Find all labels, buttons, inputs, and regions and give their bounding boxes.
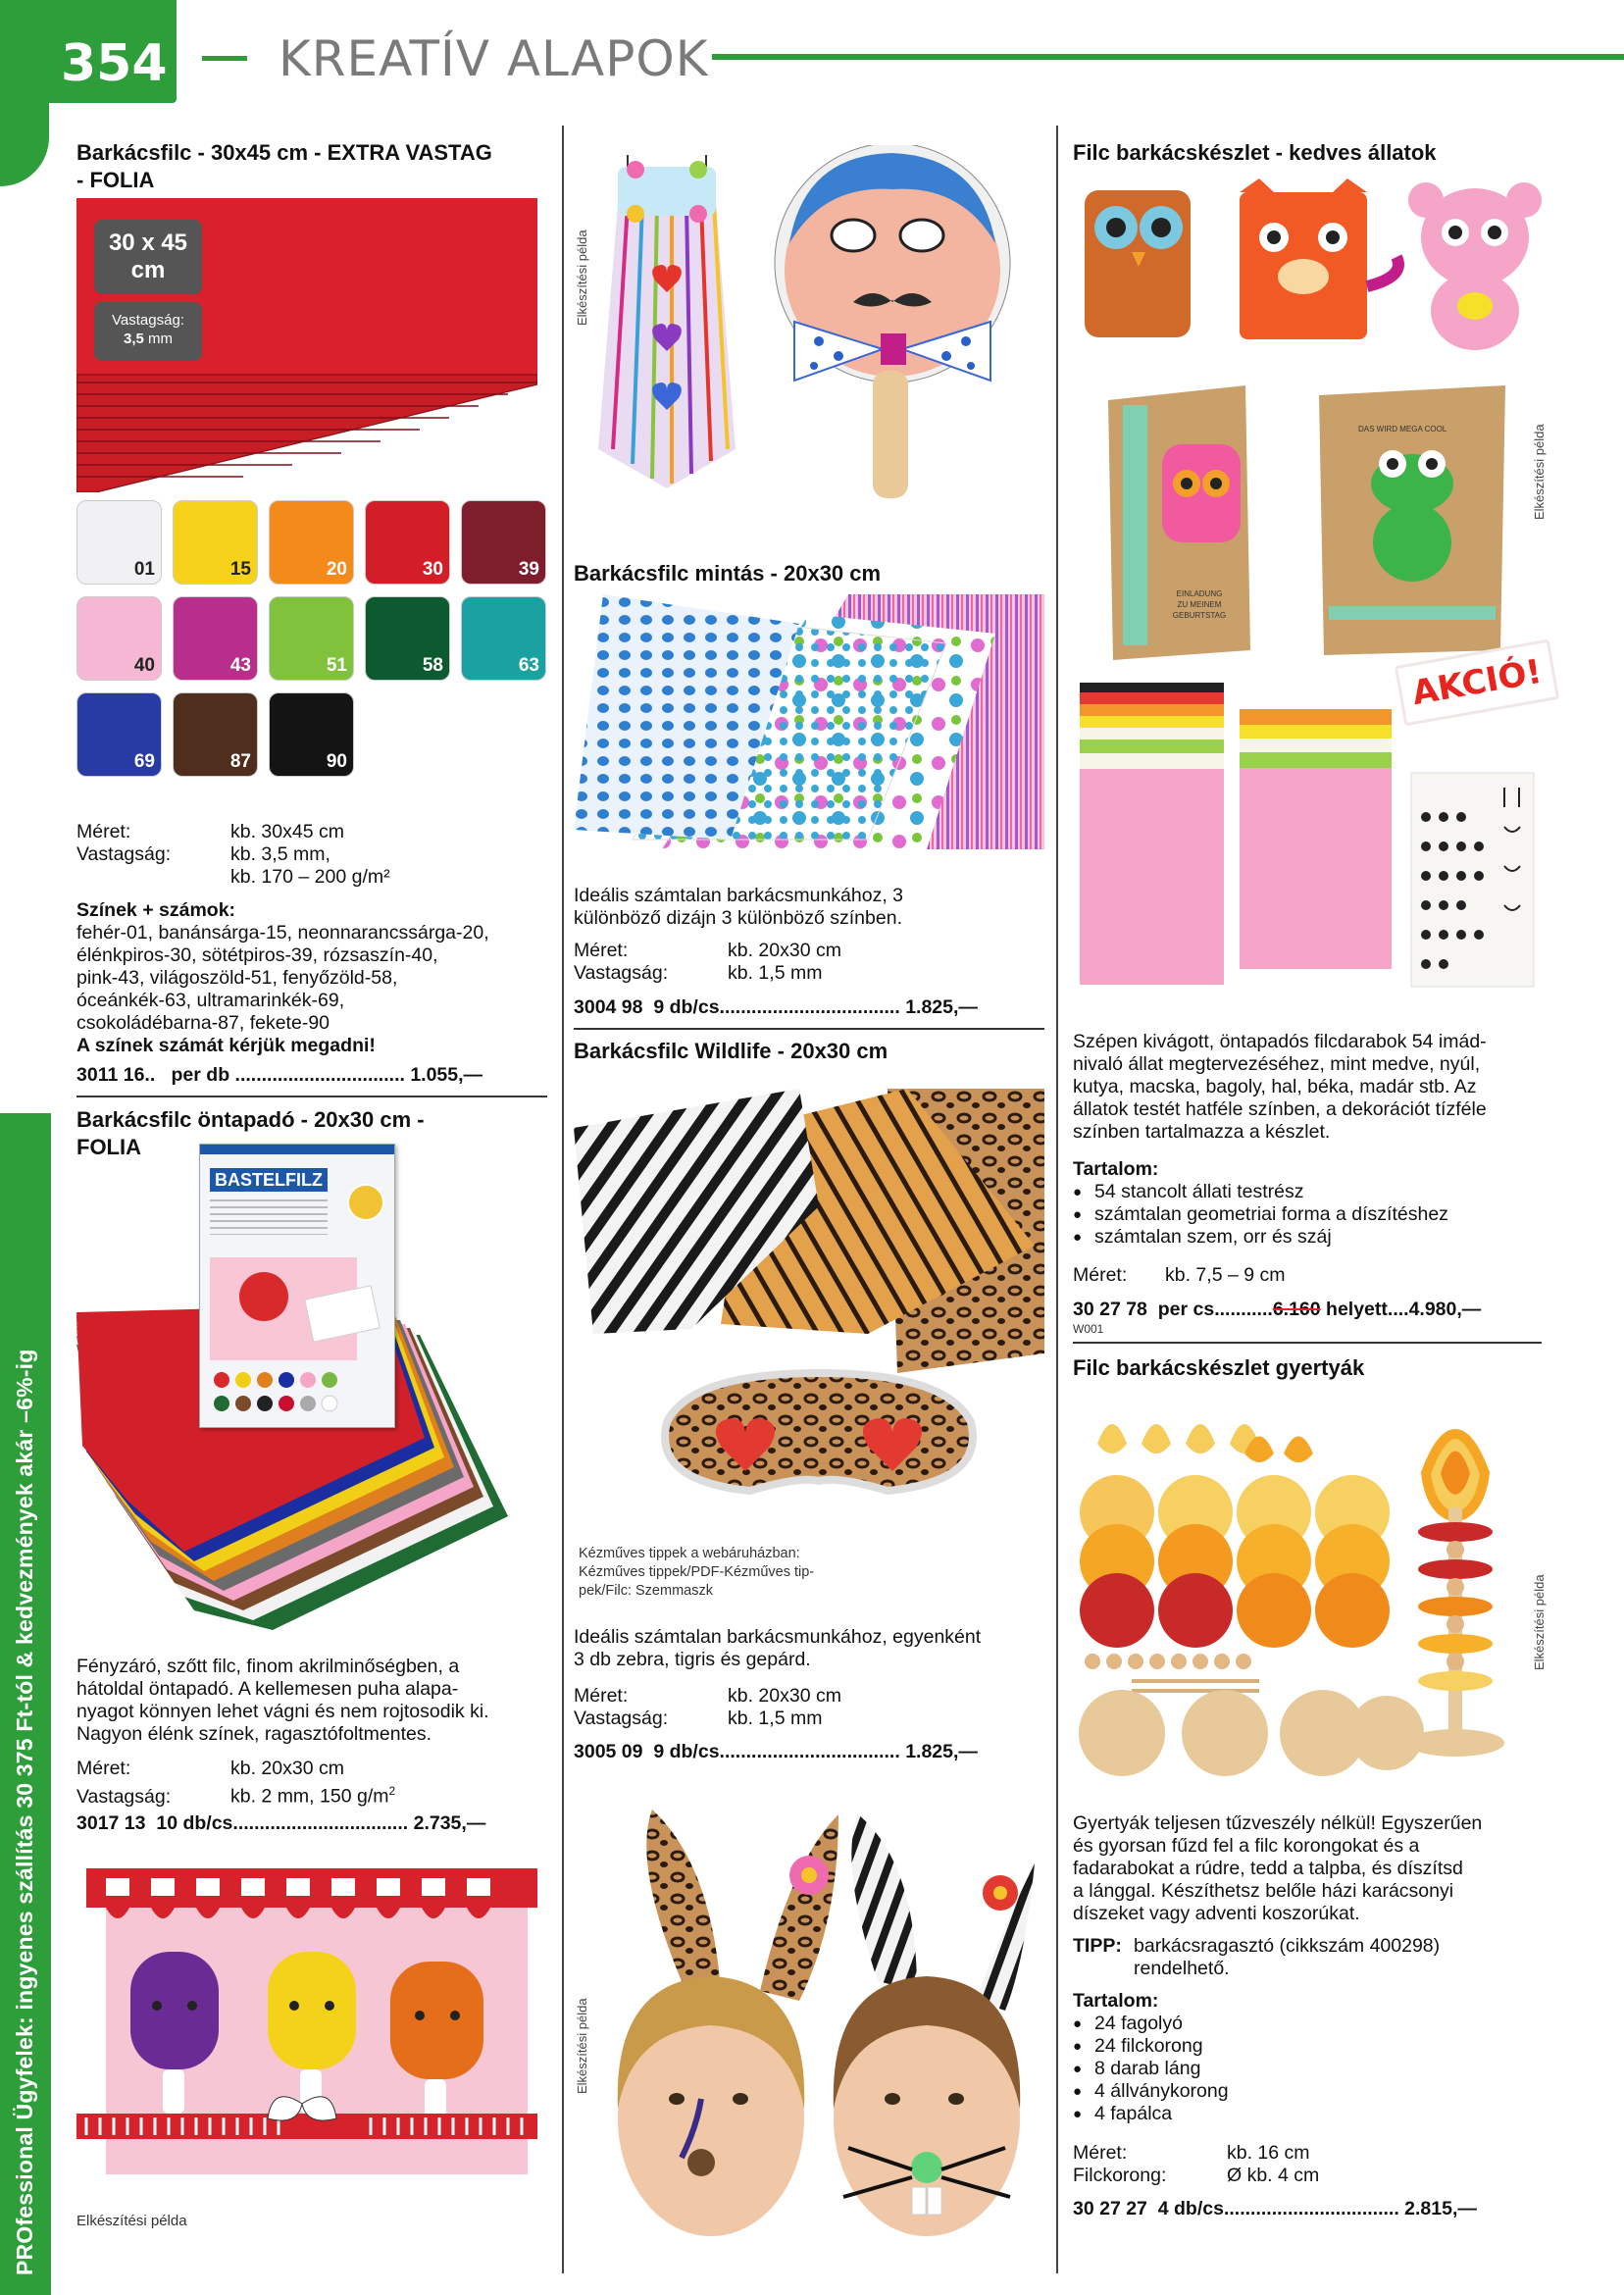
page-number: 354 xyxy=(61,34,168,93)
swatch-number: 20 xyxy=(326,559,347,580)
contents-list: Tartalom: ● 24 fagolyó ● 24 filckorong ● 8 darab láng ● 4 állványkorong ● 4 fapálca xyxy=(1073,1990,1563,2125)
bunny-ears-photo xyxy=(593,1805,1044,2275)
product-title: Barkácsfilc Wildlife - 20x30 cm xyxy=(574,1039,888,1063)
color-list: Színek + számok: fehér-01, banánsárga-15, neonnarancssárga-20, élénkpiros-30, sötétpiros-39, rózsaszín-40, pink-43, világoszöld-51, fenyőzöld-58, óceánkék-63, ultramarinkék-69, csokoládébarna-87, fekete-90 A színek számát kérjük megadni! xyxy=(76,899,489,1056)
header-rule xyxy=(712,54,1624,60)
product-box xyxy=(199,1144,395,1428)
color-swatch xyxy=(173,692,258,777)
swatch-number: 30 xyxy=(422,559,443,580)
tie-mask-image xyxy=(588,145,1030,513)
sale-badge: AKCIÓ! xyxy=(1395,639,1559,727)
swatch-number: 58 xyxy=(422,655,443,676)
price-line: 30 27 78 per cs...........6.160 helyett....4.980,— xyxy=(1073,1299,1482,1320)
felt-candles-image xyxy=(1073,1404,1524,1797)
color-swatch xyxy=(269,596,354,681)
product-title: Barkácsfilc mintás - 20x30 cm xyxy=(574,561,882,586)
example-label: Elkészítési példa xyxy=(76,2213,187,2229)
color-swatch xyxy=(461,596,546,681)
side-promo-text: PROfessional Ügyfelek: ingyenes szállítás 30 375 Ft-tól & kedvezmények akár –6%-ig xyxy=(12,1349,37,2275)
color-swatch xyxy=(365,596,450,681)
product-description: Szépen kivágott, öntapadós filcdarabok 54 imád- nivaló állat megtervezéséhez, mint medve, nyúl, kutya, macska, bagoly, hal, béka, madár stb. Az állatok testét hatféle színben, a dekorációt tízféle színben tartalmazza a készlet. xyxy=(1073,1031,1487,1143)
example-label: Elkészítési példa xyxy=(575,230,589,326)
card-text: DAS WIRD MEGA COOL xyxy=(1358,425,1447,434)
side-accent-top xyxy=(0,0,49,186)
swatch-number: 40 xyxy=(133,655,155,676)
example-label: Elkészítési példa xyxy=(1532,424,1547,520)
price-line: 3005 09 9 db/cs.................................. 1.825,— xyxy=(574,1741,978,1762)
color-swatch xyxy=(76,596,162,681)
color-swatch xyxy=(365,500,450,585)
swatch-number: 69 xyxy=(133,751,155,772)
size-badge: 30 x 45 cm xyxy=(94,220,202,294)
color-swatch xyxy=(269,692,354,777)
product-description: Ideális számtalan barkácsmunkához, 3 különböző dizájn 3 különböző színben. xyxy=(574,885,904,929)
product-description: Gyertyák teljesen tűzveszély nélkül! Egyszerűen és gyorsan fűzd fel a filc korongokat és a fadarabokat a rúdre, tedd a talpba, és díszítsd a lánggal. Készíthetsz belőle házi karácsonyi díszeket vagy adventi koszorúkat. xyxy=(1073,1812,1483,1924)
swatch-number: 90 xyxy=(326,751,347,772)
thickness-badge: Vastagság: 3,5 mm xyxy=(94,302,202,361)
size-spec: Méret: kb. 20x30 cm Vastagság: kb. 1,5 mm xyxy=(574,940,841,984)
icecream-craft-image xyxy=(76,1868,537,2187)
tip-text: Kézműves tippek a webáruházban: Kézműves tippek/PDF-Kézműves tip- pek/Filc: Szemmaszk xyxy=(579,1546,815,1599)
product-title: Barkácsfilc öntapadó - 20x30 cm - FOLIA xyxy=(76,1107,425,1159)
color-swatch xyxy=(269,500,354,585)
column-divider-1 xyxy=(562,126,564,2273)
size-spec: Méret: kb. 20x30 cm Vastagság: kb. 1,5 mm xyxy=(574,1685,841,1729)
size-spec: Méret: kb. 30x45 cm Vastagság: kb. 3,5 mm, kb. 170 – 200 g/m² xyxy=(76,821,390,888)
card-text: EINLADUNG ZU MEINEM GEBURTSTAG xyxy=(1172,589,1227,620)
swatch-number: 15 xyxy=(229,559,251,580)
color-swatch xyxy=(76,500,162,585)
page-title: KREATÍV ALAPOK xyxy=(279,30,709,87)
example-label: Elkészítési példa xyxy=(575,1998,589,2094)
felt-stack-image xyxy=(76,198,537,492)
swatch-number: 63 xyxy=(518,655,539,676)
box-brand: BASTELFILZ xyxy=(210,1168,328,1192)
swatch-number: 43 xyxy=(229,655,251,676)
old-price: 6.160 xyxy=(1272,1299,1321,1320)
contents-list: Tartalom: ● 54 stancolt állati testrész ● számtalan geometriai forma a díszítéshez ● számtalan szem, orr és száj xyxy=(1073,1158,1563,1249)
product-title: Barkácsfilc - 30x45 cm - EXTRA VASTAG - FOLIA xyxy=(76,140,492,192)
color-swatch xyxy=(173,596,258,681)
price-line: 3017 13 10 db/cs................................. 2.735,— xyxy=(76,1812,486,1834)
section-rule xyxy=(1073,1342,1542,1344)
product-title: Filc barkácskészlet - kedves állatok xyxy=(1073,140,1437,165)
felt-sheets-image xyxy=(76,1144,537,1634)
price-line: 3011 16.. per db ................................ 1.055,— xyxy=(76,1064,483,1086)
wildlife-felt-image xyxy=(574,1089,1044,1535)
size-spec: Méret: kb. 7,5 – 9 cm xyxy=(1073,1264,1286,1286)
swatch-number: 51 xyxy=(326,655,347,676)
size-spec: Méret: kb. 16 cm Filckorong: Ø kb. 4 cm xyxy=(1073,2142,1320,2186)
price-line: 3004 98 9 db/cs.................................. 1.825,— xyxy=(574,996,978,1018)
header-dash xyxy=(202,56,247,61)
price-line: 30 27 27 4 db/cs................................. 2.815,— xyxy=(1073,2198,1477,2219)
color-swatch xyxy=(76,692,162,777)
kit-contents-image xyxy=(1073,651,1546,994)
felt-animals-image xyxy=(1073,178,1544,365)
tip-note: TIPP: barkácsragasztó (cikkszám 400298) rendelhető. xyxy=(1073,1935,1441,1979)
color-swatch xyxy=(173,500,258,585)
section-rule xyxy=(76,1096,547,1097)
item-code-small: W001 xyxy=(1073,1322,1104,1336)
product-title: Filc barkácskészlet gyertyák xyxy=(1073,1355,1365,1380)
swatch-number: 39 xyxy=(518,559,539,580)
product-description: Fényzáró, szőtt filc, finom akrilminőségben, a hátoldal öntapadó. A kellemesen puha alapa- nyagot könnyen lehet vágni és nem rojtosodik ki. Nagyon élénk színek, ragasztófoltmentes. xyxy=(76,1656,489,1745)
example-label: Elkészítési példa xyxy=(1532,1574,1547,1670)
swatch-number: 01 xyxy=(133,559,155,580)
patterned-felt-image xyxy=(574,594,1044,849)
color-swatch-grid xyxy=(76,500,557,785)
greeting-cards-image xyxy=(1103,385,1515,660)
swatch-number: 87 xyxy=(229,751,251,772)
section-rule xyxy=(574,1028,1044,1030)
color-swatch xyxy=(461,500,546,585)
product-description: Ideális számtalan barkácsmunkához, egyenként 3 db zebra, tigris és gepárd. xyxy=(574,1626,982,1670)
size-spec: Méret: kb. 20x30 cm Vastagság: kb. 2 mm, 150 $g/m^2$ xyxy=(76,1758,396,1808)
column-divider-2 xyxy=(1056,126,1058,2273)
